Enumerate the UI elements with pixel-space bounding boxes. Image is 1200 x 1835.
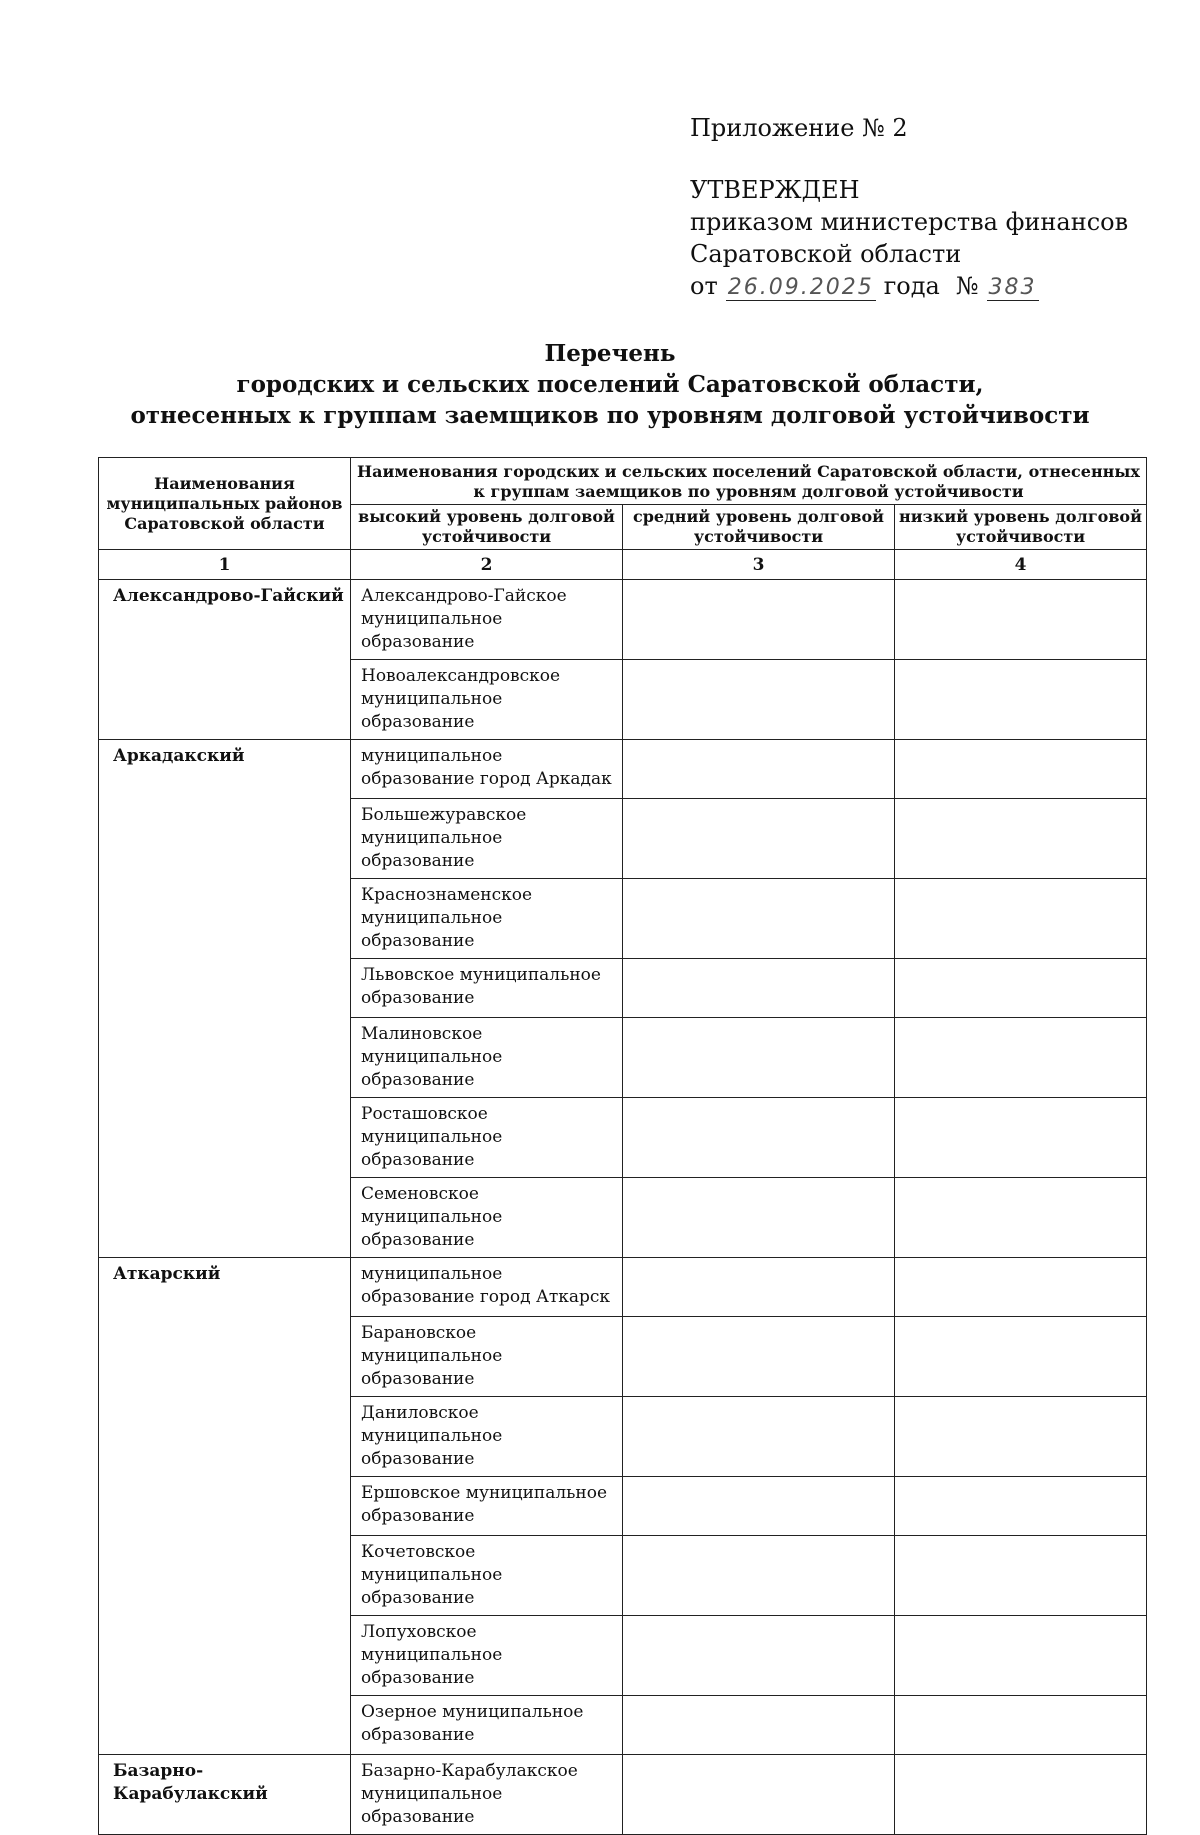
column-number: 2 (351, 550, 623, 580)
settlement-name: Росташовское муниципальное образование (351, 1098, 623, 1178)
settlement-name: Александрово-Гайское муниципальное образование (351, 580, 623, 660)
document-title (100, 338, 1120, 431)
header-districts: Наименования муниципальных районов Саратовской области (99, 458, 351, 550)
title-line-2: городских и сельских поселений Саратовской области, (236, 371, 984, 398)
column-number: 3 (623, 550, 895, 580)
mid-level-cell (623, 1258, 895, 1317)
settlement-name: муниципальное образование город Аткарск (351, 1258, 623, 1317)
settlement-name: муниципальное образование город Аркадак (351, 740, 623, 799)
low-level-cell (895, 1755, 1147, 1835)
mid-level-cell (623, 1755, 895, 1835)
mid-level-cell (623, 740, 895, 799)
low-level-cell (895, 1178, 1147, 1258)
number-prefix: № (955, 272, 979, 300)
approval-line-2: Саратовской области (690, 240, 962, 268)
mid-level-cell (623, 1477, 895, 1536)
low-level-cell (895, 1696, 1147, 1755)
column-number: 4 (895, 550, 1147, 580)
low-level-cell (895, 799, 1147, 879)
header-mid-level: средний уровень долговой устойчивости (623, 505, 895, 550)
table-row (99, 1258, 1147, 1317)
approval-date-line (690, 270, 1110, 304)
mid-level-cell (623, 879, 895, 959)
mid-level-cell (623, 1536, 895, 1616)
mid-level-cell (623, 1178, 895, 1258)
settlement-name: Большежуравское муниципальное образование (351, 799, 623, 879)
settlement-name: Кочетовское муниципальное образование (351, 1536, 623, 1616)
settlement-name: Даниловское муниципальное образование (351, 1397, 623, 1477)
table-row (99, 1755, 1147, 1835)
district-name: Аркадакский (99, 740, 351, 1258)
settlement-name: Барановское муниципальное образование (351, 1317, 623, 1397)
low-level-cell (895, 1536, 1147, 1616)
date-suffix: года (883, 272, 940, 300)
title-line-3: отнесенных к группам заемщиков по уровням долговой устойчивости (130, 402, 1090, 429)
settlement-name: Ершовское муниципальное образование (351, 1477, 623, 1536)
header-high-level: высокий уровень долговой устойчивости (351, 505, 623, 550)
settlements-table (98, 457, 1147, 1835)
mid-level-cell (623, 799, 895, 879)
low-level-cell (895, 879, 1147, 959)
settlement-name: Озерное муниципальное образование (351, 1696, 623, 1755)
approval-line-1: приказом министерства финансов (690, 208, 1129, 236)
settlement-name: Семеновское муниципальное образование (351, 1178, 623, 1258)
low-level-cell (895, 660, 1147, 740)
district-name: Базарно-Карабулакский (99, 1755, 351, 1835)
low-level-cell (895, 1018, 1147, 1098)
low-level-cell (895, 1397, 1147, 1477)
title-line-1: Перечень (544, 340, 676, 367)
low-level-cell (895, 1616, 1147, 1696)
district-name: Аткарский (99, 1258, 351, 1755)
header-low-level: низкий уровень долговой устойчивости (895, 505, 1147, 550)
low-level-cell (895, 1477, 1147, 1536)
handwritten-number: 383 (988, 275, 1037, 300)
column-number: 1 (99, 550, 351, 580)
annex-number: Приложение № 2 (690, 114, 908, 142)
approved-label: УТВЕРЖДЕН (690, 176, 860, 204)
table-row (99, 740, 1147, 799)
mid-level-cell (623, 1018, 895, 1098)
settlements-table-wrapper (98, 457, 1146, 1835)
settlement-name: Малиновское муниципальное образование (351, 1018, 623, 1098)
approval-block (690, 112, 1129, 304)
district-name: Александрово-Гайский (99, 580, 351, 740)
settlement-name: Базарно-Карабулакское муниципальное образование (351, 1755, 623, 1835)
mid-level-cell (623, 1616, 895, 1696)
mid-level-cell (623, 660, 895, 740)
mid-level-cell (623, 1397, 895, 1477)
settlement-name: Краснознаменское муниципальное образование (351, 879, 623, 959)
low-level-cell (895, 580, 1147, 660)
mid-level-cell (623, 1317, 895, 1397)
low-level-cell (895, 959, 1147, 1018)
mid-level-cell (623, 959, 895, 1018)
mid-level-cell (623, 1696, 895, 1755)
low-level-cell (895, 1317, 1147, 1397)
settlement-name: Новоалександровское муниципальное образование (351, 660, 623, 740)
mid-level-cell (623, 580, 895, 660)
low-level-cell (895, 1258, 1147, 1317)
settlement-name: Лопуховское муниципальное образование (351, 1616, 623, 1696)
low-level-cell (895, 740, 1147, 799)
handwritten-date: 26.09.2025 (727, 275, 874, 300)
mid-level-cell (623, 1098, 895, 1178)
low-level-cell (895, 1098, 1147, 1178)
header-settlements-group: Наименования городских и сельских поселений Саратовской области, отнесенных к группам заемщиков по уровням долговой устойчивости (351, 458, 1147, 505)
settlement-name: Львовское муниципальное образование (351, 959, 623, 1018)
date-prefix: от (690, 272, 718, 300)
table-row (99, 580, 1147, 660)
